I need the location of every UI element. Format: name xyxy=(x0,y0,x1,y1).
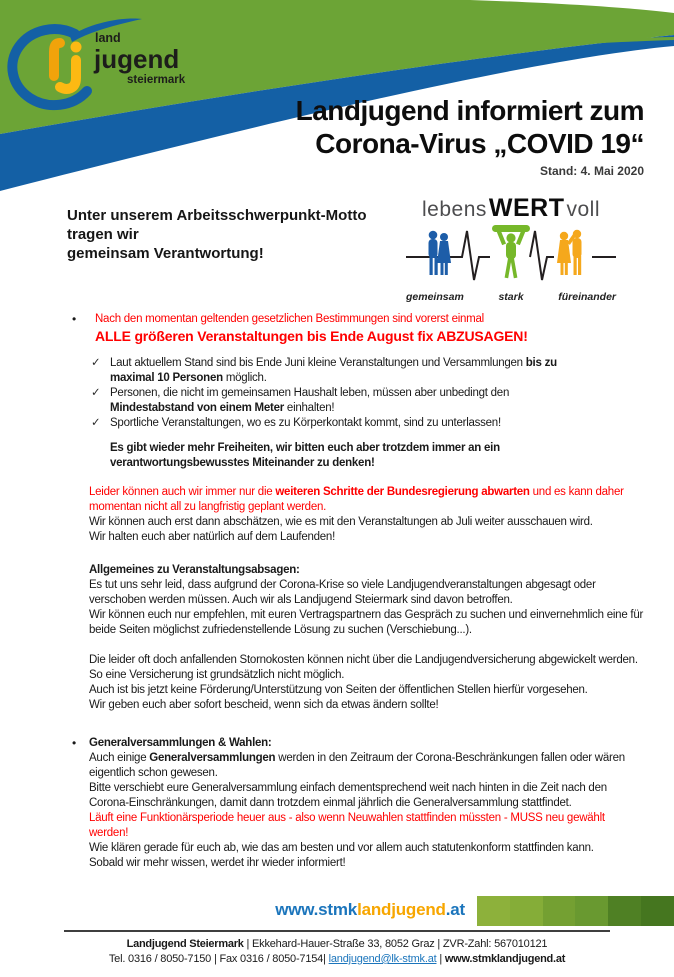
checkmark-icon: ✓ xyxy=(91,387,101,399)
title-block xyxy=(296,94,644,178)
check-text xyxy=(110,416,501,431)
wordmark-voll: voll xyxy=(566,198,600,221)
cancellations-heading: Allgemeines zu Veranstaltungsabsagen: xyxy=(89,564,300,576)
rules-checklist xyxy=(91,356,647,431)
logo-j-dot xyxy=(71,42,82,53)
alert-body xyxy=(95,312,640,346)
wait-note-2: Wir können auch erst dann abschätzen, wie es mit den Veranstaltungen ab Juli weiter ausschauen wird. xyxy=(89,516,593,528)
green-gradient-bar xyxy=(477,896,674,926)
freedom-note: Es gibt wieder mehr Freiheiten, wir bitten euch aber trotzdem immer an ein verantwortungsbewusstes Miteinander zu denken! xyxy=(110,442,500,469)
bullet-icon: • xyxy=(72,312,76,326)
assemblies-p3-red: Läuft eine Funktionärsperiode heuer aus - also wenn Neuwahlen stattfinden müssten - MUSS neu gewählt werden! xyxy=(89,812,605,839)
wordmark-wert: WERT xyxy=(488,194,565,222)
bar-segment xyxy=(641,896,674,926)
assemblies-heading: Generalversammlungen & Wahlen: xyxy=(89,737,272,749)
motto-line1: Unter unserem Arbeitsschwerpunkt-Motto xyxy=(67,207,367,224)
assemblies-p2: Bitte verschiebt eure Generalversammlung einfach dementsprechend weit nach hinten in die Zeit nach den Corona-Einschränkungen, damit dann trotzdem einmal jährlich die Generalversammlung stattfindet. xyxy=(89,782,607,809)
checkmark-icon: ✓ xyxy=(91,417,101,429)
check-text-bold: bis zu maximal 10 Personen xyxy=(110,357,557,384)
wait-text-normal: und es kann daher momentan nicht all zu langfristig geplant werden. xyxy=(89,486,624,513)
blank-line xyxy=(89,638,645,653)
footer-line2 xyxy=(40,952,634,967)
check-text-normal: möglich. xyxy=(222,372,267,384)
bar-segment xyxy=(543,896,576,926)
assemblies-body xyxy=(89,736,634,871)
figure-stark-icon xyxy=(492,225,530,278)
assemblies-section xyxy=(72,736,647,871)
motto-block xyxy=(67,206,366,263)
wait-note-block xyxy=(89,485,624,545)
check-text xyxy=(110,386,572,416)
document-body xyxy=(72,312,647,871)
check-text-normal: Laut aktuellem Stand sind bis Ende Juni kleine Veranstaltungen und Versammlungen xyxy=(110,357,526,369)
check-item xyxy=(91,356,647,386)
alert-intro: Nach den momentan geltenden gesetzlichen Bestimmungen sind vorerst einmal xyxy=(95,313,484,325)
logo-word-jugend: jugend xyxy=(94,44,180,74)
label-stark: stark xyxy=(498,291,524,303)
bar-segment xyxy=(575,896,608,926)
footer-phone-fax: Tel. 0316 / 8050-7150 | Fax 0316 / 8050-7154| xyxy=(108,953,329,965)
url-part-landjugend: landjugend xyxy=(357,900,446,919)
wait-text-bold: weiteren Schritte der Bundesregierung abwarten xyxy=(275,486,530,498)
footer-divider xyxy=(64,930,610,932)
footer-separator: | xyxy=(436,953,445,965)
assemblies-p1 xyxy=(89,751,634,781)
assemblies-text-bold: Generalversammlungen xyxy=(149,752,276,764)
alert-main: ALLE größeren Veranstaltungen bis Ende August fix ABZUSAGEN! xyxy=(95,328,528,344)
bar-segment xyxy=(608,896,641,926)
wait-note-red xyxy=(89,485,624,515)
cancellations-section xyxy=(89,563,645,713)
lebenswertvoll-logo xyxy=(406,194,616,303)
bar-segment xyxy=(477,896,510,926)
figures-gemeinsam-icon xyxy=(429,231,452,275)
cancellations-p4: Auch ist bis jetzt keine Förderung/Unterstützung von Seiten der öffentlichen Stellen hierfür vorgesehen. xyxy=(89,684,588,696)
check-text-normal: einhalten! xyxy=(283,402,335,414)
checkmark-icon: ✓ xyxy=(91,357,101,369)
assemblies-p4: Wie klären gerade für euch ab, wie das am besten und vor allem auch statutenkonform stattfinden kann. xyxy=(89,842,594,854)
footer-website: www.stmklandjugend.at xyxy=(444,953,566,965)
check-text-normal: Sportliche Veranstaltungen, wo es zu Körperkontakt kommt, sind zu unterlassen! xyxy=(110,417,501,429)
assemblies-p5: Sobald wir mehr wissen, werdet ihr wieder informiert! xyxy=(89,857,346,869)
wait-note-3: Wir halten euch aber natürlich auf dem Laufenden! xyxy=(89,531,336,543)
wordmark-lebens: lebens xyxy=(421,198,487,221)
cancellations-p1: Es tut uns sehr leid, dass aufgrund der Corona-Krise so viele Landjugendveranstaltungen abgesagt oder verschoben werden müssen. Auch wir als Landjugend Steiermark sind davon betroffen. xyxy=(89,579,596,606)
alert-section xyxy=(72,312,647,346)
page-title-line2: Corona-Virus „COVID 19“ xyxy=(315,128,644,159)
url-part-at: .at xyxy=(445,900,465,919)
check-text xyxy=(110,356,572,386)
cancellations-p5: Wir geben euch aber sofort bescheid, wenn sich da etwas ändern sollte! xyxy=(89,699,439,711)
footer-org-name: Landjugend Steiermark xyxy=(126,938,244,950)
motto-line3: gemeinsam Verantwortung! xyxy=(67,245,264,262)
status-date: Stand: 4. Mai 2020 xyxy=(539,164,644,178)
lebenswertvoll-wordmark xyxy=(406,194,616,223)
label-gemeinsam: gemeinsam xyxy=(406,291,464,303)
footer-address: | Ekkehard-Hauer-Straße 33, 8052 Graz | ZVR-Zahl: 567010121 xyxy=(243,938,548,950)
footer-line1 xyxy=(40,937,634,952)
cancellations-p3: Die leider oft doch anfallenden Stornokosten können nicht über die Landjugendversicherung abgewickelt werden. So eine Versicherung ist grundsätzlich nicht möglich. xyxy=(89,654,638,681)
email-link[interactable]: landjugend@lk-stmk.at xyxy=(328,953,437,965)
cancellations-p2: Wir können euch nur empfehlen, mit euren Vertragspartnern das Gespräch zu suchen und einvernehmlich eine für beide Seiten möglichst zufriedenstellende Lösung zu suchen (Verschiebung...). xyxy=(89,609,644,636)
bar-segment xyxy=(510,896,543,926)
footer-contact-block xyxy=(40,937,634,967)
check-text-normal: Personen, die nicht im gemeinsamen Haushalt leben, müssen aber unbedingt den xyxy=(110,387,510,399)
motto-line2: tragen wir xyxy=(67,226,139,243)
label-fuereinander: füreinander xyxy=(558,291,616,303)
check-item xyxy=(91,386,647,416)
assemblies-text-normal: werden in den Zeitraum der Corona-Beschränkungen fallen oder wären eigentlich schon gewesen. xyxy=(89,752,625,779)
url-part-www: www.stmk xyxy=(275,900,358,919)
page-title-line1: Landjugend informiert zum xyxy=(295,95,644,126)
bullet-icon: • xyxy=(72,736,76,750)
logo-word-steiermark: steiermark xyxy=(127,74,186,86)
site-url-wordmark xyxy=(275,900,465,920)
check-item xyxy=(91,416,647,431)
figures-fuereinander-icon xyxy=(557,230,582,275)
logo-word-land: land xyxy=(95,31,121,45)
assemblies-text-normal: Auch einige xyxy=(89,752,150,764)
figure-labels xyxy=(406,291,616,303)
check-text-bold: Mindestabstand von einem Meter xyxy=(110,402,284,414)
wait-text-normal: Leider können auch wir immer nur die xyxy=(89,486,276,498)
heartbeat-figures-graphic xyxy=(406,223,616,285)
